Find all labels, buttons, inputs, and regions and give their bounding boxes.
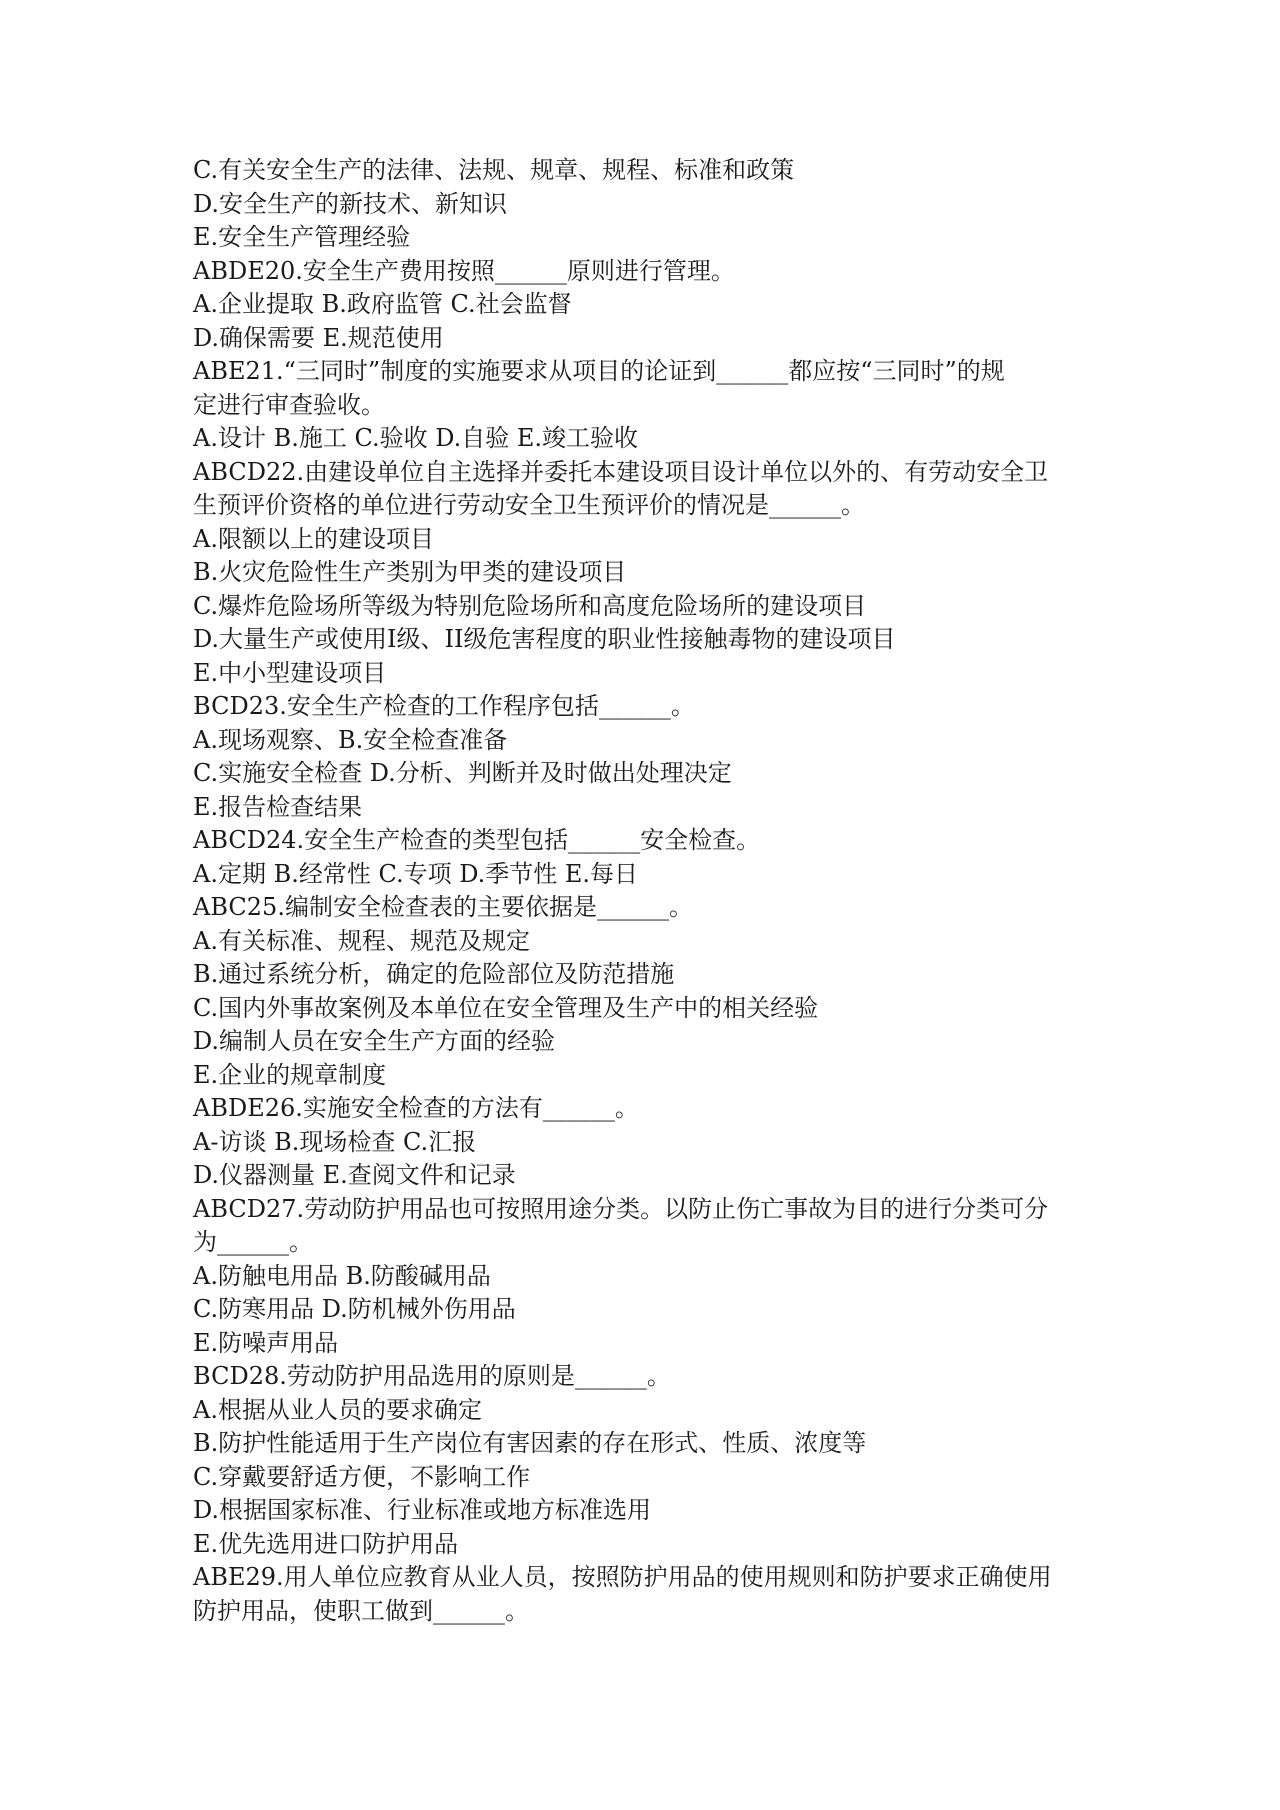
option-line: D.编制人员在安全生产方面的经验 [193, 1027, 556, 1055]
option-line: C.国内外事故案例及本单位在安全管理及生产中的相关经验 [193, 993, 819, 1022]
document-body [193, 154, 1093, 1628]
question-line: ABCD27.劳动防护用品也可按照用途分类。以防止伤亡事故为目的进行分类可分 [193, 1194, 1049, 1223]
option-line: D.大量生产或使用Ⅰ级、II级危害程度的职业性接触毒物的建设项目 [193, 625, 896, 653]
question-line: 定进行审查验收。 [193, 390, 385, 419]
question-line: ABCD22.由建设单位自主选择并委托本建设项目设计单位以外的、有劳动安全卫 [193, 457, 1049, 486]
option-line: E.企业的规章制度 [193, 1060, 387, 1089]
option-line: A.限额以上的建设项目 [193, 524, 434, 553]
question-line: 防护用品，使职工做到______。 [193, 1596, 529, 1625]
option-line: A.有关标准、规程、规范及规定 [193, 926, 530, 955]
option-line: C.穿戴要舒适方便，不影响工作 [193, 1462, 531, 1491]
text-line: C.有关安全生产的法律、法规、规章、规程、标准和政策 [193, 156, 795, 184]
option-line: E.优先选用进口防护用品 [193, 1529, 459, 1558]
option-line: E.报告检查结果 [193, 792, 363, 821]
question-line: BCD23.安全生产检查的工作程序包括______。 [193, 692, 695, 720]
option-line: B.火灾危险性生产类别为甲类的建设项目 [193, 558, 627, 586]
option-line: C.实施安全检查 D.分析、判断并及时做出处理决定 [193, 759, 732, 787]
option-line: A.企业提取 B.政府监管 C.社会监督 [193, 290, 572, 318]
option-line: B.通过系统分析，确定的危险部位及防范措施 [193, 960, 675, 988]
option-line: A.定期 B.经常性 C.专项 D.季节性 E.每日 [193, 859, 639, 888]
option-line: D.确保需要 E.规范使用 [193, 323, 444, 352]
option-line: C.防寒用品 D.防机械外伤用品 [193, 1295, 516, 1323]
option-line: E.中小型建设项目 [193, 658, 387, 687]
option-line: E.防噪声用品 [193, 1328, 339, 1357]
option-line: A.设计 B.施工 C.验收 D.自验 E.竣工验收 [193, 424, 639, 452]
option-line: A.根据从业人员的要求确定 [193, 1395, 482, 1424]
option-line: D.根据国家标准、行业标准或地方标准选用 [193, 1496, 652, 1524]
text-line: E.安全生产管理经验 [193, 223, 411, 251]
text-line: D.安全生产的新技术、新知识 [193, 189, 508, 218]
question-line: 为______。 [193, 1228, 313, 1256]
question-line: 生预评价资格的单位进行劳动安全卫生预评价的情况是______。 [193, 491, 865, 519]
question-line: ABC25.编制安全检查表的主要依据是______。 [193, 893, 693, 921]
option-line: A.现场观察、B.安全检查准备 [193, 725, 508, 754]
question-line: ABDE26.实施安全检查的方法有______。 [193, 1094, 639, 1122]
question-line: ABE21.“三同时”制度的实施要求从项目的论证到______都应按“三同时”的规 [193, 357, 1005, 385]
question-line: BCD28.劳动防护用品选用的原则是______。 [193, 1362, 671, 1390]
question-line: ABE29.用人单位应教育从业人员，按照防护用品的使用规则和防护要求正确使用 [193, 1563, 1052, 1591]
option-line: C.爆炸危险场所等级为特别危险场所和高度危险场所的建设项目 [193, 591, 867, 620]
question-line: ABCD24.安全生产检查的类型包括______安全检查。 [193, 826, 761, 854]
option-line: A.防触电用品 B.防酸碱用品 [193, 1261, 491, 1290]
option-line: B.防护性能适用于生产岗位有害因素的存在形式、性质、浓度等 [193, 1429, 867, 1457]
question-line: ABDE20.安全生产费用按照______原则进行管理。 [193, 256, 735, 285]
option-line: D.仪器测量 E.查阅文件和记录 [193, 1161, 516, 1189]
option-line: A-访谈 B.现场检查 C.汇报 [193, 1127, 477, 1156]
